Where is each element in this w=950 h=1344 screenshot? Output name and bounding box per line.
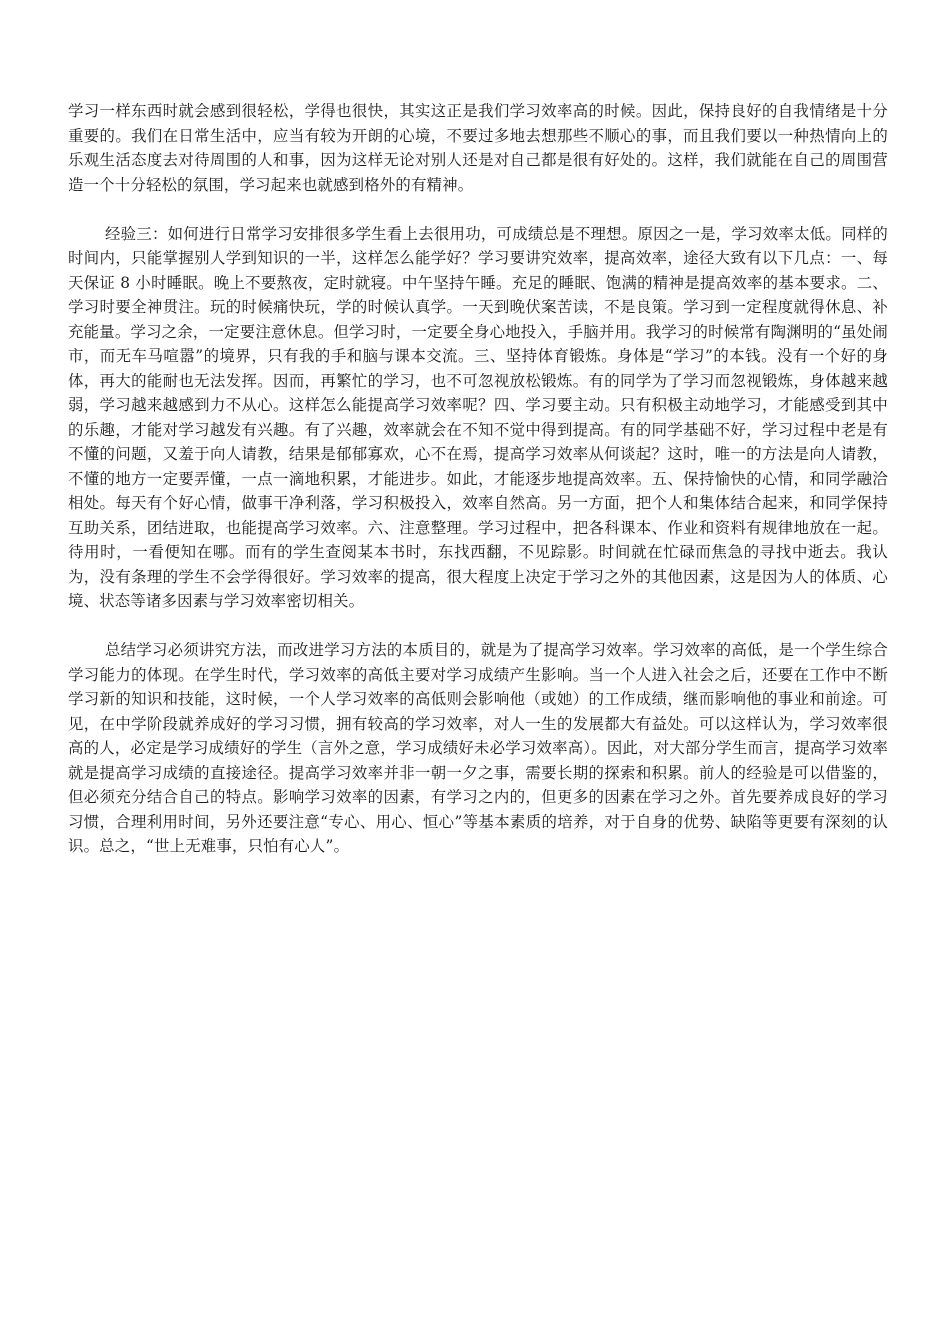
paragraph-continued: 学习一样东西时就会感到很轻松，学得也很快，其实这正是我们学习效率高的时候。因此，保持良好的自我情绪是十分重要的。我们在日常生活中，应当有较为开朗的心境，不要过多地去想那些不顺心的事，而且我们要以一种热情向上的乐观生活态度去对待周围的人和事，因为这样无论对别人还是对自己都是很有好处的。这样，我们就能在自己的周围营造一个十分轻松的氛围，学习起来也就感到格外的有精神。 xyxy=(68,102,888,194)
document-body xyxy=(68,99,888,883)
paragraph-experience-three: 经验三：如何进行日常学习安排很多学生看上去很用功，可成绩总是不理想。原因之一是，学习效率太低。同样的时间内，只能掌握别人学到知识的一半，这样怎么能学好？学习要讲究效率，提高效率，途径大致有以下几点：一、每天保证 8 小时睡眠。晚上不要熬夜，定时就寝。中午坚持午睡。充足的睡眠、饱满的精神是提高效率的基本要求。二、学习时要全神贯注。玩的时候痛快玩，学的时候认真学。一天到晚伏案苦读，不是良策。学习到一定程度就得休息、补充能量。学习之余，一定要注意休息。但学习时，一定要全身心地投入，手脑并用。我学习的时候常有陶渊明的“虽处闹市，而无车马喧嚣”的境界，只有我的手和脑与课本交流。三、坚持体育锻炼。身体是“学习”的本钱。没有一个好的身体，再大的能耐也无法发挥。因而，再繁忙的学习，也不可忽视放松锻炼。有的同学为了学习而忽视锻炼，身体越来越弱，学习越来越感到力不从心。这样怎么能提高学习效率呢？四、学习要主动。只有积极主动地学习，才能感受到其中的乐趣，才能对学习越发有兴趣。有了兴趣，效率就会在不知不觉中得到提高。有的同学基础不好，学习过程中老是有不懂的问题，又羞于向人请教，结果是郁郁寡欢，心不在焉，提高学习效率从何谈起？这时，唯一的方法是向人请教，不懂的地方一定要弄懂，一点一滴地积累，才能进步。如此，才能逐步地提高效率。五、保持愉快的心情，和同学融洽相处。每天有个好心情，做事干净利落，学习积极投入，效率自然高。另一方面，把个人和集体结合起来，和同学保持互助关系，团结进取，也能提高学习效率。六、注意整理。学习过程中，把各科课本、作业和资料有规律地放在一起。待用时，一看便知在哪。而有的学生查阅某本书时，东找西翻，不见踪影。时间就在忙碌而焦急的寻找中逝去。我认为，没有条理的学生不会学得很好。学习效率的提高，很大程度上决定于学习之外的其他因素，这是因为人的体质、心境、状态等诸多因素与学习效率密切相关。 xyxy=(68,224,888,610)
paragraph-summary: 总结学习必须讲究方法，而改进学习方法的本质目的，就是为了提高学习效率。学习效率的高低，是一个学生综合学习能力的体现。在学生时代，学习效率的高低主要对学习成绩产生影响。当一个人进入社会之后，还要在工作中不断学习新的知识和技能，这时候，一个人学习效率的高低则会影响他（或她）的工作成绩，继而影响他的事业和前途。可见，在中学阶段就养成好的学习习惯，拥有较高的学习效率，对人一生的发展都大有益处。可以这样认为，学习效率很高的人，必定是学习成绩好的学生（言外之意，学习成绩好未必学习效率高）。因此，对大部分学生而言，提高学习效率就是提高学习成绩的直接途径。提高学习效率并非一朝一夕之事，需要长期的探索和积累。前人的经验是可以借鉴的，但必须充分结合自己的特点。影响学习效率的因素，有学习之内的，但更多的因素在学习之外。首先要养成良好的学习习惯，合理利用时间，另外还要注意“专心、用心、恒心”等基本素质的培养，对于自身的优势、缺陷等更要有深刻的认识。总之，“世上无难事，只怕有心人”。 xyxy=(68,641,888,855)
